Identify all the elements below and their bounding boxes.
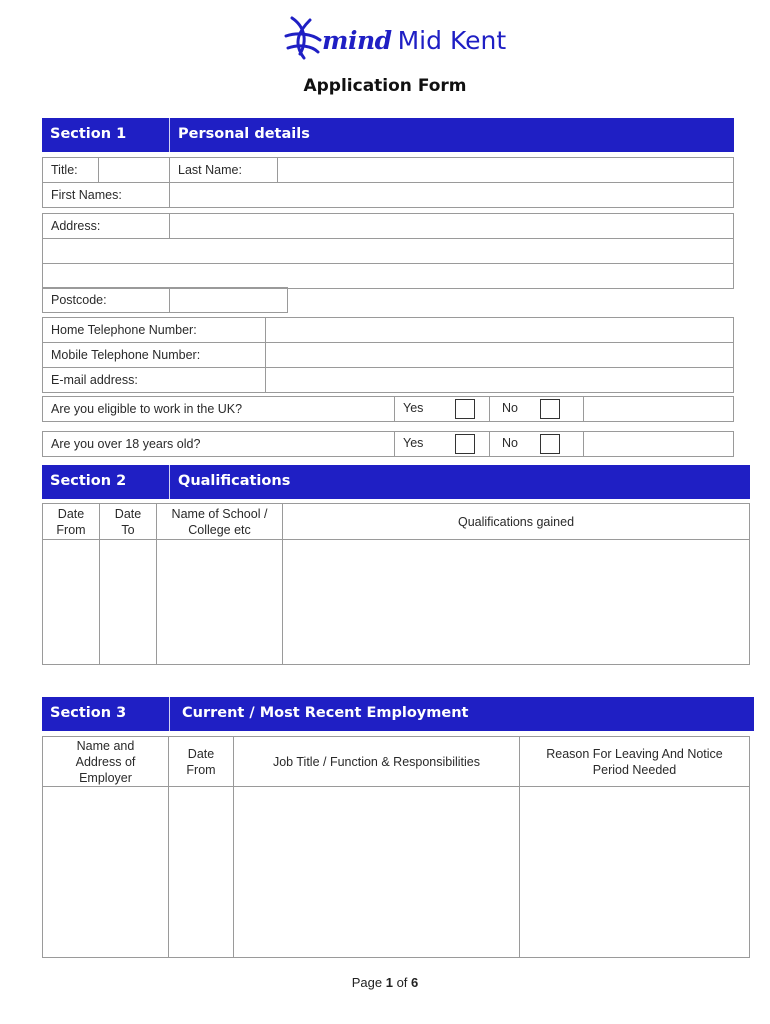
mobile-tel-field[interactable]	[266, 343, 734, 368]
postcode-label: Postcode:	[43, 288, 170, 313]
section-2-header	[42, 465, 750, 499]
logo-branch: Mid Kent	[397, 26, 507, 55]
section-1-title: Personal details	[178, 126, 310, 142]
address-field-3[interactable]	[43, 264, 734, 289]
emp-col-reason: Reason For Leaving And Notice Period Needed	[520, 737, 750, 787]
employment-table	[42, 736, 750, 958]
email-field[interactable]	[266, 368, 734, 393]
home-tel-field[interactable]	[266, 318, 734, 343]
email-label: E-mail address:	[43, 368, 266, 393]
section-2-title: Qualifications	[178, 473, 291, 489]
qualifications-table	[42, 503, 750, 665]
eligible-question: Are you eligible to work in the UK?	[43, 397, 395, 422]
page-total: 6	[411, 975, 419, 990]
address-table	[42, 213, 734, 289]
qual-entry-date-from[interactable]	[43, 540, 100, 665]
page-title: Application Form	[303, 76, 467, 96]
over18-spacer	[584, 432, 734, 457]
eligible-no-cell	[490, 397, 584, 422]
qual-entry-date-to[interactable]	[100, 540, 157, 665]
emp-col-job-title: Job Title / Function & Responsibilities	[234, 737, 520, 787]
over18-yes-checkbox[interactable]	[455, 434, 475, 454]
section-3-title: Current / Most Recent Employment	[182, 705, 469, 721]
title-label: Title:	[43, 158, 99, 183]
emp-entry-employer[interactable]	[43, 787, 169, 958]
name-table	[42, 157, 734, 208]
over18-no-cell	[490, 432, 584, 457]
postcode-field[interactable]	[170, 288, 288, 313]
last-name-field[interactable]	[278, 158, 734, 183]
qual-col-school: Name of School / College etc	[157, 504, 283, 540]
page-number	[0, 975, 770, 990]
of-word: of	[396, 975, 408, 990]
address-field-2[interactable]	[43, 239, 734, 264]
section-1-header	[42, 118, 734, 152]
qual-entry-school[interactable]	[157, 540, 283, 665]
first-names-label: First Names:	[43, 183, 170, 208]
emp-col-employer: Name and Address of Employer	[43, 737, 169, 787]
page-current: 1	[385, 975, 393, 990]
emp-col-date-from: Date From	[169, 737, 234, 787]
title-field[interactable]	[99, 158, 170, 183]
mobile-tel-label: Mobile Telephone Number:	[43, 343, 266, 368]
home-tel-label: Home Telephone Number:	[43, 318, 266, 343]
address-label: Address:	[43, 214, 170, 239]
eligible-yes-checkbox[interactable]	[455, 399, 475, 419]
qual-col-date-to: Date To	[100, 504, 157, 540]
contact-table	[42, 317, 734, 393]
qual-entry-gained[interactable]	[283, 540, 750, 665]
eligible-no-checkbox[interactable]	[540, 399, 560, 419]
page-word: Page	[351, 975, 383, 990]
over18-no-checkbox[interactable]	[540, 434, 560, 454]
over18-yes-label: Yes	[403, 436, 424, 451]
over18-no-label: No	[502, 436, 518, 451]
emp-entry-reason[interactable]	[520, 787, 750, 958]
emp-entry-job-title[interactable]	[234, 787, 520, 958]
over18-yes-cell	[395, 432, 490, 457]
postcode-table	[42, 287, 288, 313]
emp-entry-date-from[interactable]	[169, 787, 234, 958]
eligible-no-label: No	[502, 401, 518, 416]
eligible-table	[42, 396, 734, 422]
qual-col-gained: Qualifications gained	[283, 504, 750, 540]
eligible-yes-label: Yes	[403, 401, 424, 416]
qual-col-date-from: Date From	[43, 504, 100, 540]
eligible-yes-cell	[395, 397, 490, 422]
section-2-number: Section 2	[50, 473, 127, 489]
first-names-field[interactable]	[170, 183, 734, 208]
section-3-number: Section 3	[50, 705, 127, 721]
logo-wordmark	[322, 26, 506, 56]
last-name-label: Last Name:	[170, 158, 278, 183]
section-3-header	[42, 697, 754, 731]
logo-mind: mind	[322, 26, 392, 55]
section-1-number: Section 1	[50, 126, 127, 142]
over18-question: Are you over 18 years old?	[43, 432, 395, 457]
address-field-1[interactable]	[170, 214, 734, 239]
over18-table	[42, 431, 734, 457]
eligible-spacer	[584, 397, 734, 422]
